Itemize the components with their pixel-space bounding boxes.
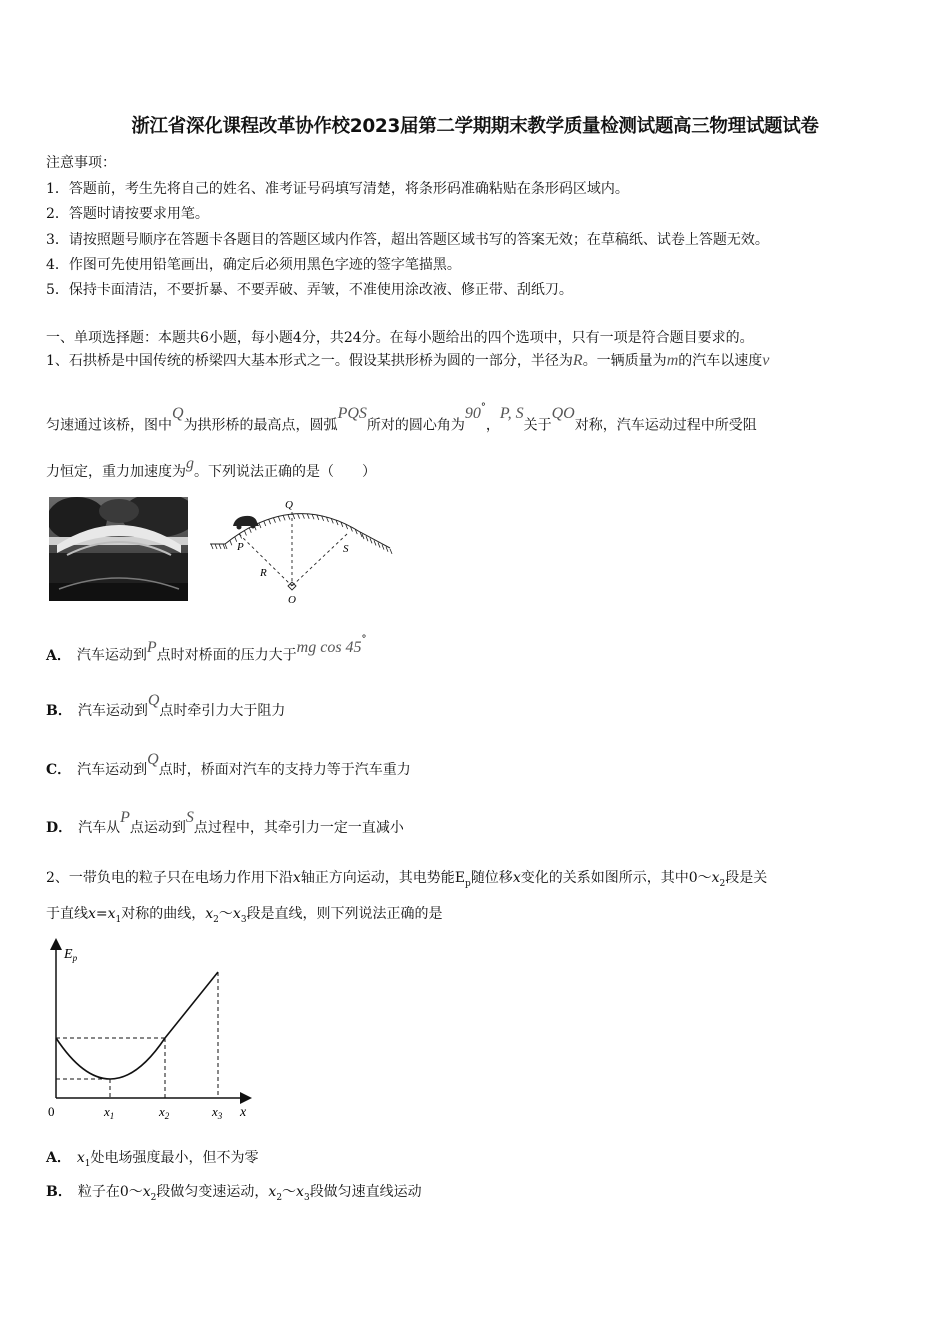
- q1-text: ，: [485, 417, 500, 434]
- option-text: 点时对桥面的压力大于: [156, 647, 297, 664]
- q2-line-1: [46, 867, 767, 889]
- q1-text: 1、石拱桥是中国传统的桥梁四大基本形式之一。假设某拱形桥为圆的一部分，半径为: [46, 353, 573, 369]
- q1-line-2: [46, 400, 757, 448]
- option-text: 汽车运动到: [76, 647, 147, 664]
- math-degree: °: [480, 402, 486, 413]
- label-S: S: [343, 543, 349, 555]
- label-R: R: [260, 567, 267, 579]
- math-m: m: [666, 352, 679, 369]
- math-range: 0～: [119, 1184, 143, 1200]
- math-R: R: [572, 352, 583, 369]
- ep-curve: [56, 972, 218, 1079]
- option-text: 汽车运动到: [77, 703, 148, 719]
- math-x: x: [142, 1184, 151, 1200]
- q1-text: 所对的圆心角为: [366, 417, 465, 434]
- bridge-diagram-svg: [205, 490, 400, 608]
- tick-label-x2: $x_2$: [159, 1104, 170, 1121]
- math-sub: 2: [276, 1192, 283, 1203]
- math-x: x: [232, 906, 241, 922]
- math-P: P: [120, 809, 130, 826]
- math-angle: 90: [464, 404, 481, 422]
- math-range: ～: [218, 906, 233, 922]
- q2-text: 段是关: [725, 870, 768, 886]
- option-text: 处电场强度最小，但不为零: [90, 1150, 259, 1166]
- note-item-3: 3．请按照题号顺序在答题卡各题目的答题区域内作答，超出答题区域书写的答案无效；在草稿纸、试卷上答题无效。: [46, 232, 769, 248]
- math-sub: 1: [84, 1158, 91, 1169]
- q1-option-c[interactable]: [46, 750, 411, 790]
- math-sub: 2: [213, 914, 219, 925]
- label-P: P: [237, 541, 244, 553]
- math-x: x: [711, 870, 720, 886]
- math-PS: P, S: [499, 404, 524, 422]
- math-sub: 1: [115, 914, 122, 925]
- math-sub: 3: [240, 914, 247, 925]
- math-P: P: [146, 638, 157, 656]
- option-text: 点运动到: [129, 820, 186, 836]
- math-sub: 2: [719, 878, 726, 889]
- option-letter: B．: [46, 703, 72, 719]
- q2-text: 变化的关系如图所示，其中: [520, 870, 689, 886]
- math-range: 0～: [688, 870, 712, 886]
- q1-line-1: [46, 350, 769, 370]
- note-item-4: 4．作图可先使用铅笔画出，确定后必须用黑色字迹的签字笔描黑。: [46, 257, 461, 273]
- q1-text: 的汽车以速度: [678, 353, 763, 369]
- math-x: x: [512, 870, 521, 886]
- math-x: x: [205, 906, 214, 922]
- math-eq: x=x: [88, 906, 116, 922]
- q2-text: 于直线: [46, 906, 88, 922]
- math-x: x: [268, 1184, 277, 1200]
- section-heading: 一、单项选择题：本题共6小题，每小题4分，共24分。在每小题给出的四个选项中，只有一项是符合题目要求的。: [46, 330, 754, 346]
- q2-text: 对称的曲线，: [121, 906, 206, 922]
- bridge-photo: [49, 497, 188, 601]
- math-x: x: [76, 1150, 85, 1166]
- option-text: 点时牵引力大于阻力: [159, 703, 286, 719]
- note-item-2: 2．答题时请按要求用笔。: [46, 206, 209, 222]
- math-S: S: [185, 809, 194, 826]
- notes-heading: 注意事项：: [46, 155, 116, 171]
- option-letter: C．: [46, 762, 72, 778]
- math-range: ～: [282, 1184, 297, 1200]
- q2-text: 段是直线，则下列说法正确的是: [246, 906, 443, 922]
- tick-label-x3: $x_3$: [212, 1104, 223, 1121]
- note-item-5: 5．保持卡面清洁，不要折暴、不要弄破、弄皱，不准使用涂改液、修正带、刮纸刀。: [46, 282, 573, 298]
- label-O: O: [288, 594, 296, 606]
- math-sub: 3: [303, 1192, 310, 1203]
- option-text: 汽车从: [78, 820, 121, 836]
- math-Q: Q: [147, 692, 160, 709]
- math-Q: Q: [147, 751, 159, 768]
- option-letter: A．: [46, 647, 71, 664]
- math-Ep: E: [454, 870, 466, 886]
- axis-label-x: x: [240, 1105, 247, 1120]
- option-text: 粒子在: [77, 1184, 120, 1200]
- axis-label-ep: $E_p$: [64, 947, 78, 963]
- math-x: x: [292, 870, 301, 886]
- math-degree: °: [361, 634, 367, 645]
- q1-text: 力恒定，重力加速度为: [46, 464, 186, 480]
- math-Q: Q: [172, 404, 184, 422]
- q1-text: 为拱形桥的最高点，圆弧: [183, 417, 338, 434]
- q2-text: 随位移: [470, 870, 513, 886]
- label-Q: Q: [285, 499, 293, 511]
- tick-label-origin: 0: [48, 1104, 55, 1119]
- q2-text: 轴正方向运动，其电势能: [300, 870, 455, 886]
- math-QO: QO: [551, 404, 575, 422]
- q2-option-a[interactable]: [46, 1147, 259, 1169]
- math-mgcos45: mg cos 45: [296, 638, 362, 656]
- tick-label-x1: $x_1$: [104, 1104, 115, 1121]
- q1-line-3: [46, 450, 376, 494]
- q2-option-b[interactable]: [46, 1181, 422, 1203]
- q1-option-d[interactable]: [46, 808, 404, 848]
- q1-text: 。下列说法正确的是（ ）: [194, 464, 376, 480]
- math-v: v: [762, 352, 770, 369]
- option-letter: B．: [46, 1184, 72, 1200]
- car-icon: [233, 516, 259, 526]
- math-g: g: [186, 455, 194, 472]
- math-x: x: [296, 1184, 304, 1200]
- ep-x-graph: [40, 938, 260, 1127]
- q1-text: 关于: [523, 417, 552, 434]
- option-text: 点过程中，其牵引力一定一直减小: [193, 820, 404, 836]
- q1-option-b[interactable]: [46, 691, 285, 731]
- q1-text: 匀速通过该桥，图中: [46, 417, 172, 434]
- math-sub: 2: [150, 1192, 157, 1203]
- math-sub: p: [465, 878, 471, 889]
- bridge-diagram: [205, 490, 400, 612]
- option-text: 点时，桥面对汽车的支持力等于汽车重力: [158, 762, 411, 778]
- note-item-1: 1．答题前，考生先将自己的姓名、准考证号码填写清楚，将条形码准确粘贴在条形码区域内。: [46, 181, 629, 197]
- option-letter: D．: [46, 820, 73, 836]
- q1-text: 。一辆质量为: [582, 353, 667, 369]
- ep-x-graph-svg: [40, 938, 260, 1123]
- page-title: 浙江省深化课程改革协作校2023届第二学期期末教学质量检测试题高三物理试题试卷: [131, 116, 819, 137]
- q2-text: 2、一带负电的粒子只在电场力作用下沿: [46, 870, 293, 886]
- option-text: 汽车运动到: [77, 762, 148, 778]
- q2-line-2: [46, 903, 443, 925]
- option-text: 段做匀变速运动，: [156, 1184, 269, 1200]
- q1-text: 对称，汽车运动过程中所受阻: [574, 417, 757, 434]
- q1-option-a[interactable]: [46, 632, 367, 676]
- option-text: 段做匀速直线运动: [309, 1184, 422, 1200]
- option-letter: A．: [46, 1150, 71, 1166]
- math-PQS: PQS: [337, 404, 367, 422]
